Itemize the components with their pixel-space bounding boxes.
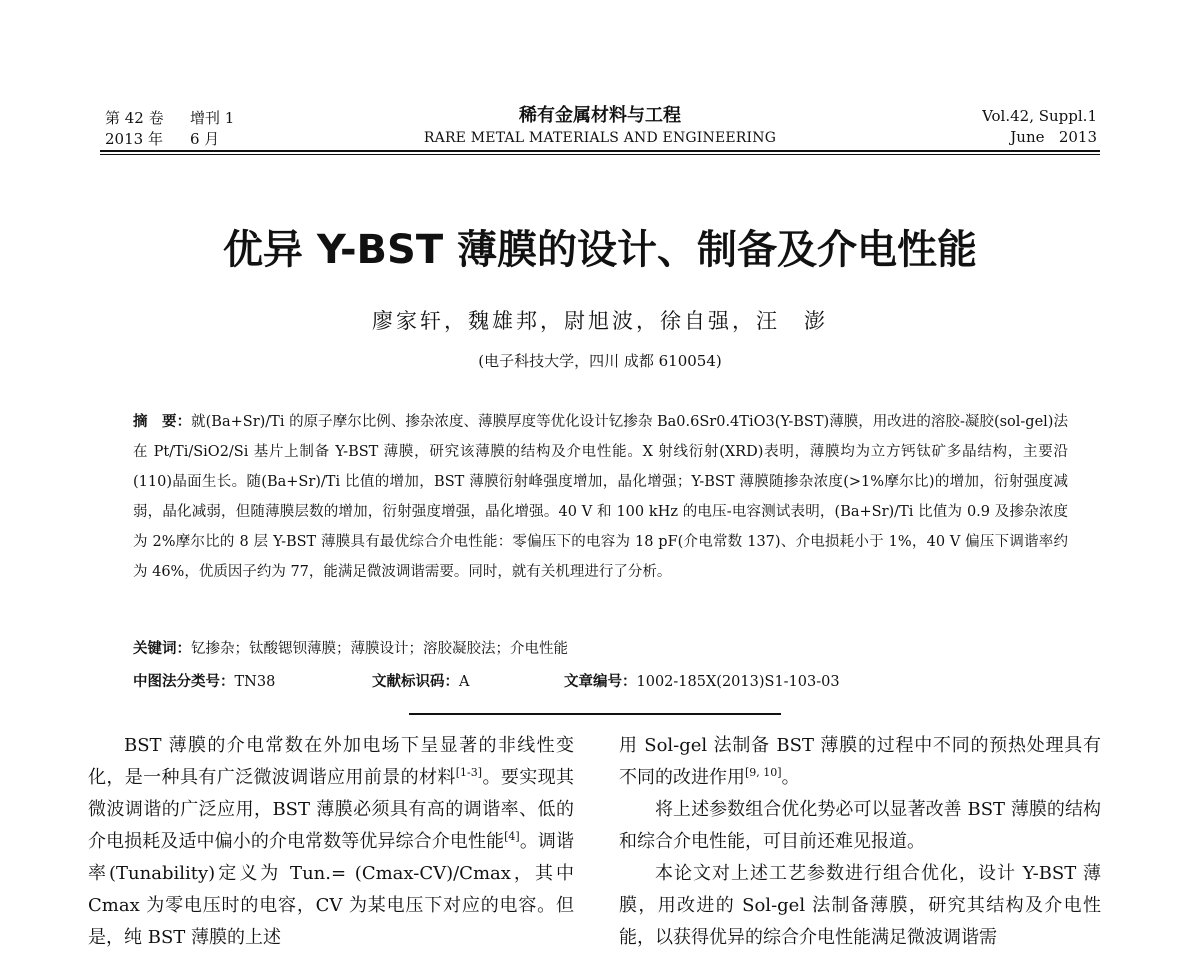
journal-name-cn: 稀有金属材料与工程 bbox=[519, 105, 681, 126]
keywords bbox=[133, 637, 1068, 661]
citation: [9, 10] bbox=[745, 766, 782, 779]
author-list: 廖家轩，魏雄邦，尉旭波，徐自强，汪 澎 bbox=[372, 309, 828, 333]
article-number bbox=[564, 670, 840, 694]
body-text: 。 bbox=[781, 767, 800, 788]
body-paragraph bbox=[619, 730, 1101, 794]
article-number-label: 文章编号： bbox=[564, 674, 637, 690]
clc-label: 中图法分类号： bbox=[133, 674, 235, 690]
paper-title: 优异 Y-BST 薄膜的设计、制备及介电性能 bbox=[222, 227, 978, 273]
header-issue-en bbox=[982, 106, 1097, 148]
doc-code-value: A bbox=[459, 674, 470, 690]
body-text: 用 Sol-gel 法制备 BST 薄膜的过程中不同的预热处理具有不同的改进作用 bbox=[619, 735, 1101, 788]
year-cn: 2013 年 bbox=[105, 130, 163, 148]
header-rule-thin bbox=[100, 154, 1100, 155]
body-paragraph bbox=[88, 730, 574, 954]
month-cn: 6 月 bbox=[190, 130, 220, 148]
section-separator bbox=[409, 713, 781, 715]
abstract-text: 就(Ba+Sr)/Ti 的原子摩尔比例、掺杂浓度、薄膜厚度等优化设计钇掺杂 Ba0.6Sr0.4TiO3(Y-BST)薄膜，用改进的溶胶-凝胶(sol-gel)法在 Pt/Ti/SiO2/Si 基片上制备 Y-BST 薄膜，研究该薄膜的结构及介电性能。X 射线衍射(XRD)表明，薄膜均为立方钙钛矿多晶结构，主要沿(110)晶面生长。随(Ba+Sr)/Ti 比值的增加，BST 薄膜衍射峰强度增加，晶化增强；Y-BST 薄膜随掺杂浓度(>1%摩尔比)的增加，衍射强度减弱，晶化减弱，但随薄膜层数的增加，衍射强度增强，晶化增强。40 V 和 100 kHz 的电压-电容测试表明，(Ba+Sr)/Ti 比值为 0.9 及掺杂浓度为 2%摩尔比的 8 层 Y-BST 薄膜具有最优综合介电性能：零偏压下的电容为 18 pF(介电常数 137)、介电损耗小于 1%，40 V 偏压下调谐率约为 46%，优质因子约为 77，能满足微波调谐需要。同时，就有关机理进行了分析。 bbox=[133, 414, 1068, 580]
abstract-label: 摘 要： bbox=[133, 414, 192, 430]
body-text: 。调谐率(Tunability)定义为 Tun.= (Cmax-CV)/Cmax，其中 Cmax 为零电压时的电容，CV 为某电压下对应的电容。但是，纯 BST 薄膜的上述 bbox=[88, 831, 575, 948]
date-en: June 2013 bbox=[1010, 128, 1097, 146]
supplement-cn: 增刊 1 bbox=[190, 109, 235, 127]
body-paragraph: 本论文对上述工艺参数进行组合优化，设计 Y-BST 薄膜，用改进的 Sol-gel 法制备薄膜，研究其结构及介电性能，以获得优异的综合介电性能满足微波调谐需 bbox=[619, 863, 1101, 948]
volume-cn: 第 42 卷 bbox=[105, 109, 164, 127]
body-column-right bbox=[619, 730, 1101, 954]
keywords-text: 钇掺杂；钛酸锶钡薄膜；薄膜设计；溶胶凝胶法；介电性能 bbox=[191, 641, 568, 657]
doc-code-label: 文献标识码： bbox=[372, 674, 459, 690]
header-rule-thick bbox=[100, 150, 1100, 152]
body-text: 。要实现其微波调谐的广泛应用，BST 薄膜必须具有高的调谐率、低的介电损耗及适中偏小的介电常数等优异综合介电性能 bbox=[88, 767, 575, 852]
clc-number bbox=[133, 670, 275, 694]
body-text: BST 薄膜的介电常数在外加电场下呈显著的非线性变化，是一种具有广泛微波调谐应用前景的材料 bbox=[88, 735, 574, 788]
clc-value: TN38 bbox=[234, 674, 276, 690]
journal-name-en: RARE METAL MATERIALS AND ENGINEERING bbox=[423, 130, 777, 146]
abstract bbox=[133, 407, 1068, 587]
body-paragraph: 将上述参数组合优化势必可以显著改善 BST 薄膜的结构和综合介电性能，可目前还难见报道。 bbox=[619, 799, 1101, 852]
affiliation: (电子科技大学，四川 成都 610054) bbox=[478, 352, 722, 370]
citation: [1-3] bbox=[455, 766, 483, 779]
citation: [4] bbox=[504, 830, 520, 843]
article-number-value: 1002-185X(2013)S1-103-03 bbox=[636, 674, 840, 690]
document-code bbox=[372, 670, 469, 694]
keywords-label: 关键词： bbox=[133, 641, 191, 657]
body-column-left bbox=[88, 730, 574, 954]
volume-en: Vol.42, Suppl.1 bbox=[982, 107, 1097, 125]
